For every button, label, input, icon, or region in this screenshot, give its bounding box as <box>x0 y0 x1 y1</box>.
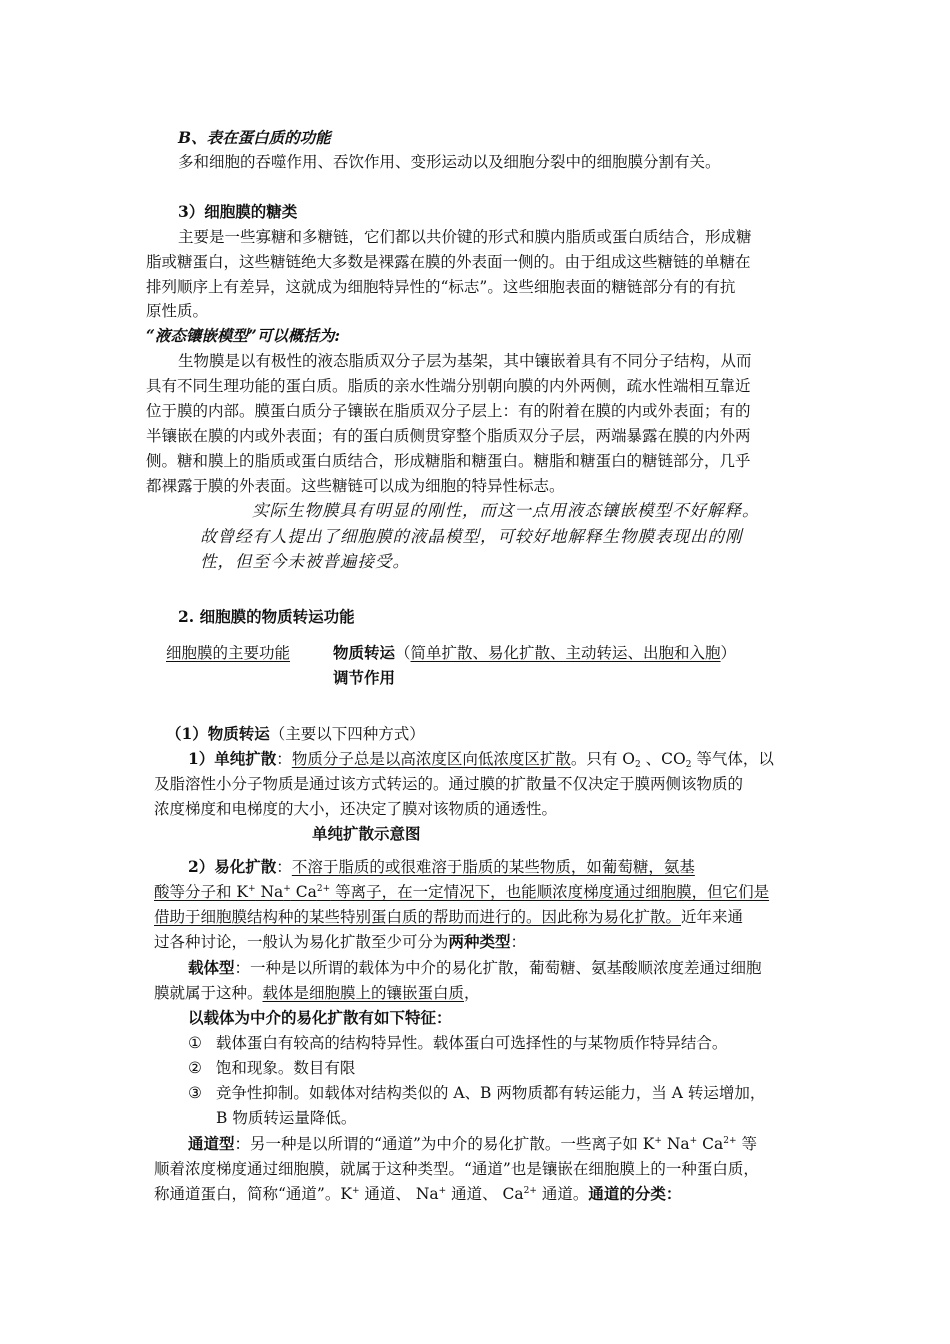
carrier-line-2b: ， <box>464 984 480 1002</box>
transport-paren-close: ） <box>720 644 737 662</box>
na-superscript: + <box>283 884 291 894</box>
handnote-line-2: 故曾经有人提出了细胞膜的液晶模型，可较好地解释生物膜表现出的刚 <box>200 527 743 546</box>
channel-k-superscript: + <box>654 1136 662 1146</box>
transport-subheading-note: （主要以下四种方式） <box>269 725 425 743</box>
facilitated-line-3-rest: 近年来通 <box>681 908 744 926</box>
section-b-text: 多和细胞的吞噬作用、吞饮作用、变形运动以及细胞分裂中的细胞膜分割有关。 <box>178 153 721 171</box>
o2-subscript: 2 <box>634 760 641 770</box>
handnote-line-1: 实际生物膜具有明显的刚性，而这一点用液态镶嵌模型不好解释。 <box>252 501 760 520</box>
section-2-heading: 2. 细胞膜的物质转运功能 <box>178 607 355 626</box>
transport-line <box>333 642 736 664</box>
k-superscript: + <box>248 884 256 894</box>
channel-line-2: 顺着浓度梯度通过细胞膜，就属于这种类型。“通道”也是镶嵌在细胞膜上的一种蛋白质， <box>154 1160 759 1178</box>
handnote-line-3: 性，但至今未被普遍接受。 <box>200 552 410 571</box>
fluid-line-3: 位于膜的内部。膜蛋白质分子镶嵌在脂质双分子层上：有的附着在膜的内或外表面；有的 <box>146 402 751 420</box>
feature-num-2: ② <box>188 1059 202 1077</box>
facilitated-label: 2）易化扩散 <box>188 857 277 876</box>
facilitated-line-2 <box>154 881 769 903</box>
feature-num-1: ① <box>188 1034 202 1052</box>
channel-label: 通道型 <box>188 1134 235 1153</box>
sugar-line-1: 主要是一些寡糖和多糖链，它们都以共价键的形式和膜内脂质或蛋白质结合，形成糖 <box>178 228 752 246</box>
feature-text-2: 饱和现象。数目有限 <box>215 1059 356 1077</box>
facilitated-line-4a: 过各种讨论，一般认为易化扩散至少可分为 <box>154 933 449 951</box>
channel-na-superscript: + <box>689 1136 698 1146</box>
channel-l3-na-superscript: + <box>438 1186 447 1196</box>
facilitated-line-2a: 酸等分子和 K <box>154 883 249 901</box>
facilitated-line-3 <box>154 906 743 928</box>
facilitated-line-4c: ： <box>510 933 527 951</box>
channel-text-a: ：另一种是以所谓的“通道”为中介的易化扩散。一些离子如 K <box>234 1135 655 1153</box>
carrier-line-2 <box>154 982 480 1004</box>
channel-na-text: Na <box>661 1135 690 1153</box>
section-b-heading: B、表在蛋白质的功能 <box>178 128 331 147</box>
simple-rest-b: 等气体，以 <box>691 750 774 768</box>
channel-line-1 <box>188 1133 757 1155</box>
feature-item-3 <box>188 1082 765 1104</box>
carrier-line-2-underlined: 载体是细胞膜上的镶嵌蛋白质 <box>262 984 465 1002</box>
main-function-label: 细胞膜的主要功能 <box>166 644 291 662</box>
sugar-line-3: 排列顺序上有差异，这就成为细胞特异性的“标志”。这些细胞表面的糖链部分有的有抗 <box>146 278 736 296</box>
simple-diffusion-label: 1）单纯扩散 <box>188 749 277 768</box>
fluid-line-6: 都裸露于膜的外表面。这些糖链可以成为细胞的特异性标志。 <box>146 477 565 495</box>
feature-item-3-cont: B 物质转运量降低。 <box>216 1109 357 1127</box>
channel-text-b: 等 <box>736 1135 757 1153</box>
feature-item-1 <box>188 1032 727 1054</box>
ca-superscript: 2+ <box>316 884 331 894</box>
simple-colon: ： <box>276 750 292 768</box>
carrier-line-2a: 膜就属于这种。 <box>154 984 263 1002</box>
channel-classification-label: 通道的分类： <box>588 1184 682 1203</box>
two-types-label: 两种类型 <box>448 932 511 951</box>
simple-sep: 、CO <box>640 750 686 768</box>
simple-rest-a: 。只有 O <box>570 750 635 768</box>
sugar-heading: 3）细胞膜的糖类 <box>178 202 298 221</box>
channel-ca-text: Ca <box>697 1135 724 1153</box>
facilitated-line-2b: 等离子，在一定情况下，也能顺浓度梯度通过细胞膜，但它们是 <box>330 883 770 901</box>
fluid-line-4: 半镶嵌在膜的内或外表面；有的蛋白质侧贯穿整个脂质双分子层，两端暴露在膜的内外两 <box>146 427 751 445</box>
channel-l3-k-superscript: + <box>351 1186 360 1196</box>
channel-l3-ca-superscript: 2+ <box>523 1186 537 1196</box>
feature-text-3: 竞争性抑制。如载体对结构类似的 A、B 两物质都有转运能力，当 A 转运增加， <box>215 1084 766 1102</box>
simple-diffusion-line-2: 及脂溶性小分子物质是通过该方式转运的。通过膜的扩散量不仅决定于膜两侧该物质的 <box>154 775 744 793</box>
channel-line-3c: 通道、 Ca <box>446 1185 524 1203</box>
simple-diffusion-line-1 <box>188 748 774 770</box>
feature-text-1: 载体蛋白有较高的结构特异性。载体蛋白可选择性的与某物质作特异结合。 <box>215 1034 728 1052</box>
facilitated-line-3-underlined: 借助于细胞膜结构种的某些特别蛋白质的帮助而进行的。因此称为易化扩散。 <box>154 908 682 926</box>
transport-list: 简单扩散、易化扩散、主动转运、出胞和入胞 <box>410 644 721 662</box>
simple-diffusion-definition: 物质分子总是以高浓度区向低浓度区扩散 <box>291 750 571 768</box>
regulate-label: 调节作用 <box>333 668 396 687</box>
facilitated-line-1 <box>188 856 695 878</box>
channel-line-3a: 称通道蛋白，简称“通道”。K <box>154 1185 352 1203</box>
transport-subheading <box>166 723 425 745</box>
co2-subscript: 2 <box>685 760 692 770</box>
fluid-line-5: 侧。糖和膜上的脂质或蛋白质结合，形成糖脂和糖蛋白。糖脂和糖蛋白的糖链部分，几乎 <box>146 452 751 470</box>
carrier-line-1 <box>188 957 762 979</box>
facilitated-line-4 <box>154 931 526 953</box>
transport-label: 物质转运 <box>333 643 396 662</box>
facilitated-def-1: 不溶于脂质的或很难溶于脂质的某些物质，如葡萄糖，氨基 <box>291 858 695 876</box>
fluid-line-1: 生物膜是以有极性的液态脂质双分子层为基架，其中镶嵌着具有不同分子结构，从而 <box>178 352 752 370</box>
sugar-line-4: 原性质。 <box>146 302 209 320</box>
simple-diffusion-line-3: 浓度梯度和电梯度的大小，还决定了膜对该物质的通透性。 <box>154 800 558 818</box>
ca-text: Ca <box>290 883 317 901</box>
sugar-line-2: 脂或糖蛋白，这些糖链绝大多数是裸露在膜的外表面一侧的。由于组成这些糖链的单糖在 <box>146 253 751 271</box>
channel-line-3d: 通道。 <box>536 1185 589 1203</box>
fluid-line-2: 具有不同生理功能的蛋白质。脂质的亲水性端分别朝向膜的内外两侧，疏水性端相互靠近 <box>146 377 751 395</box>
carrier-text-1: ：一种是以所谓的载体为中介的易化扩散，葡萄糖、氨基酸顺浓度差通过细胞 <box>234 959 762 977</box>
simple-diffusion-diagram-caption: 单纯扩散示意图 <box>312 824 421 843</box>
channel-ca-superscript: 2+ <box>723 1136 737 1146</box>
transport-subheading-label: （1）物质转运 <box>166 724 270 743</box>
feature-item-2 <box>188 1057 355 1079</box>
fluid-mosaic-heading: “液态镶嵌模型”可以概括为: <box>146 326 341 345</box>
channel-line-3 <box>154 1183 681 1205</box>
feature-num-3: ③ <box>188 1084 202 1102</box>
carrier-features-heading: 以载体为中介的易化扩散有如下特征： <box>188 1008 452 1027</box>
channel-line-3b: 通道、 Na <box>359 1185 439 1203</box>
carrier-label: 载体型 <box>188 958 235 977</box>
na-text: Na <box>255 883 284 901</box>
facilitated-colon: ： <box>276 858 292 876</box>
transport-paren-open: （ <box>395 644 411 662</box>
